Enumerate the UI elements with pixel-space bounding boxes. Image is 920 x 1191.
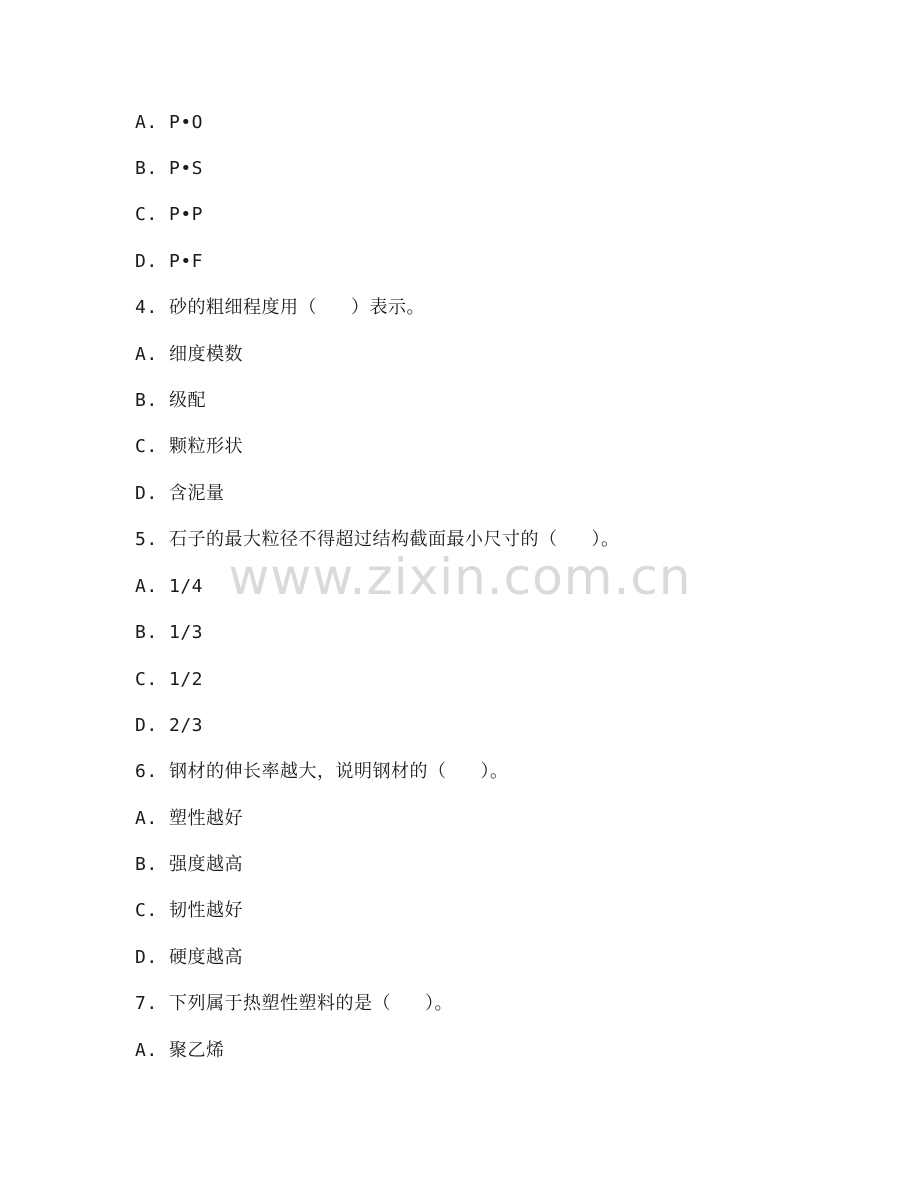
option-a-q4: A. 细度模数 bbox=[135, 344, 244, 365]
option-a-q5: A. 1/4 bbox=[135, 576, 204, 597]
option-a-q3: A. P•O bbox=[135, 112, 204, 133]
question-6: 6. 钢材的伸长率越大，说明钢材的（ ）。 bbox=[135, 761, 509, 782]
option-d-q5: D. 2/3 bbox=[135, 715, 204, 736]
option-d-q3: D. P•F bbox=[135, 251, 204, 272]
option-a-q7: A. 聚乙烯 bbox=[135, 1040, 225, 1061]
option-d-q6: D. 硬度越高 bbox=[135, 947, 244, 968]
option-c-q4: C. 颗粒形状 bbox=[135, 436, 244, 457]
option-a-q6: A. 塑性越好 bbox=[135, 808, 244, 829]
question-5: 5. 石子的最大粒径不得超过结构截面最小尺寸的（ ）。 bbox=[135, 529, 620, 550]
watermark: www.zixin.com.cn bbox=[228, 548, 692, 606]
option-c-q3: C. P•P bbox=[135, 204, 204, 225]
option-c-q6: C. 韧性越好 bbox=[135, 900, 244, 921]
option-b-q5: B. 1/3 bbox=[135, 622, 204, 643]
option-b-q4: B. 级配 bbox=[135, 390, 207, 411]
option-b-q3: B. P•S bbox=[135, 158, 204, 179]
option-c-q5: C. 1/2 bbox=[135, 669, 204, 690]
question-7: 7. 下列属于热塑性塑料的是（ ）。 bbox=[135, 993, 454, 1014]
question-4: 4. 砂的粗细程度用（ ）表示。 bbox=[135, 297, 426, 318]
option-d-q4: D. 含泥量 bbox=[135, 483, 225, 504]
option-b-q6: B. 强度越高 bbox=[135, 854, 244, 875]
